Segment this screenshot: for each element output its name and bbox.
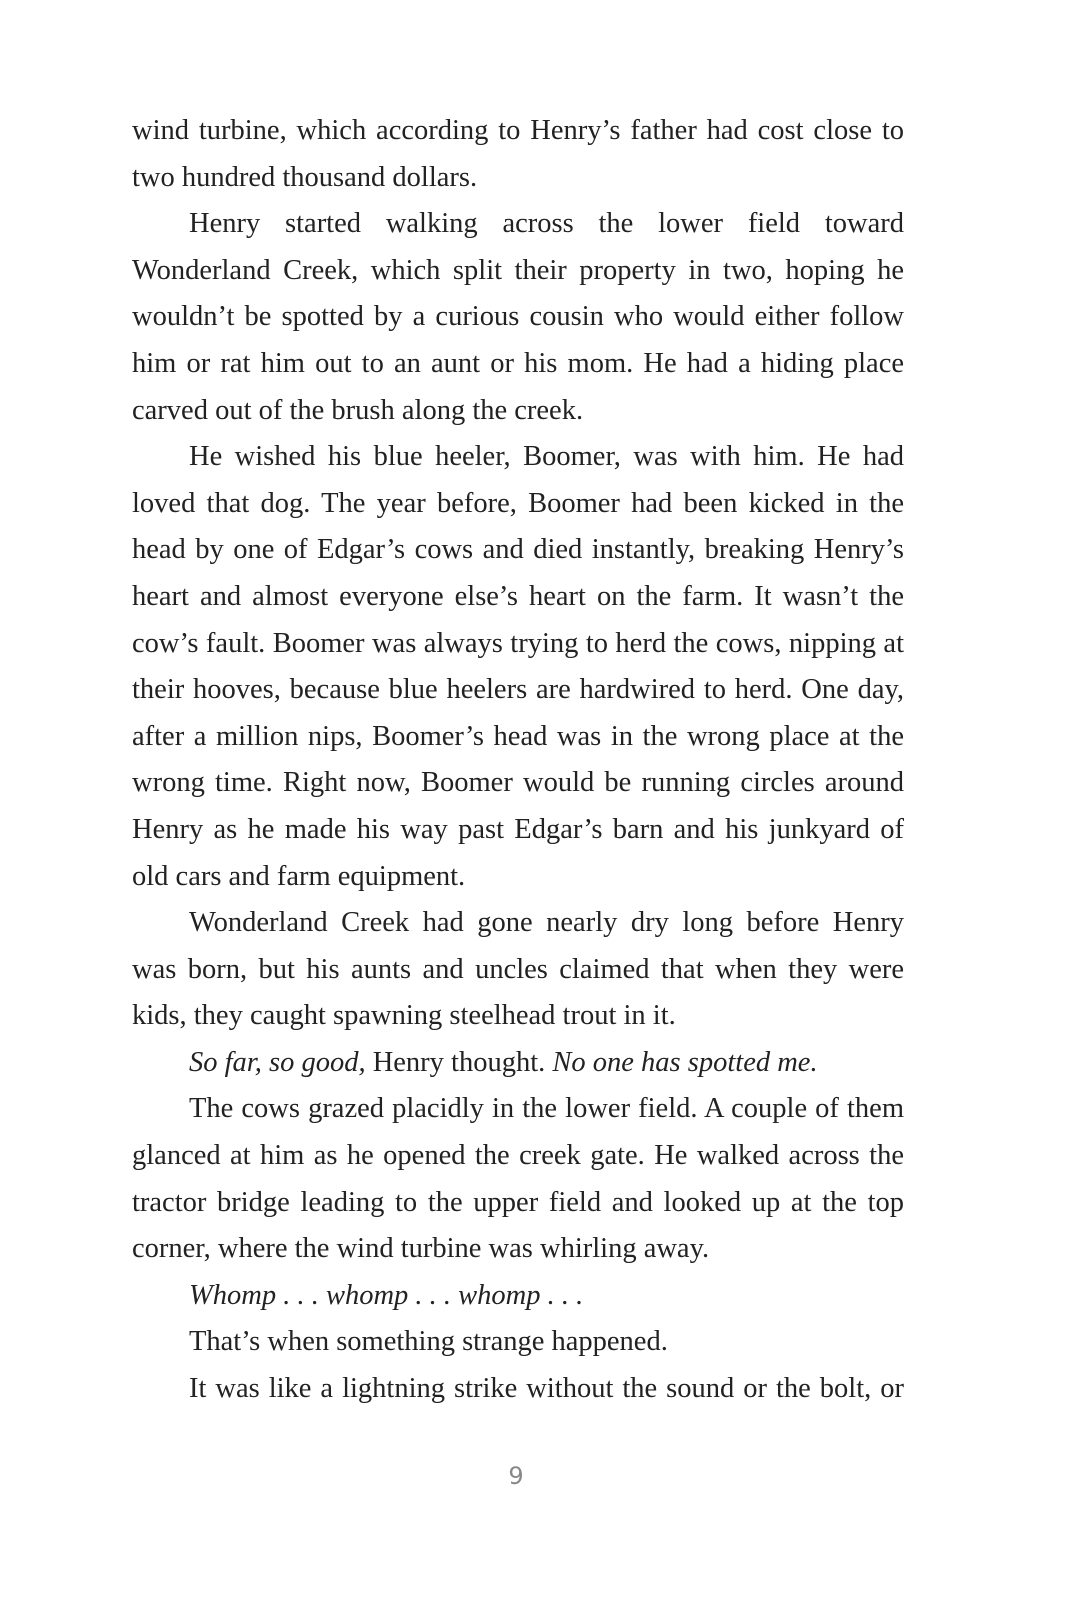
paragraph-walking-to-creek: Henry started walking across the lower field toward Wonderland Creek, which split their property in two, hoping he wouldn’t be spotted by a curious cousin who would either follow him or rat him out to an aunt or his mom. He had a hiding place carved out of the brush along the creek. [132,208,904,426]
thought-no-one: No one has spotted me. [552,1046,818,1078]
paragraph-henry-thought [132,1040,904,1087]
paragraph-wonderland-creek: Wonderland Creek had gone nearly dry long before Henry was born, but his aunts and uncles claimed that when they were kids, they caught spawning steelhead trout in it. [132,907,904,1032]
page-number: 9 [508,1462,525,1490]
thought-attribution: Henry thought. [365,1046,553,1078]
paragraph-cows-grazed: The cows grazed placidly in the lower field. A couple of them glanced at him as he opened the creek gate. He walked across the tractor bridge leading to the upper field and looked up at the top corner, where the wind turbine was whirling away. [132,1093,904,1265]
paragraph-whomp: Whomp . . . whomp . . . whomp . . . [189,1279,584,1311]
paragraph-turbine-cost: wind turbine, which according to Henry’s father had cost close to two hundred thousand dollars. [132,115,904,193]
thought-so-far: So far, so good, [189,1046,366,1078]
paragraph-boomer: He wished his blue heeler, Boomer, was with him. He had loved that dog. The year before, Boomer had been kicked in the head by one of Edgar’s cows and died instantly, breaking Henry’s heart and almost everyone else’s heart on the farm. It wasn’t the cow’s fault. Boomer was always trying to herd the cows, nipping at their hooves, because blue heelers are hardwired to herd. One day, after a million nips, Boomer’s head was in the wrong place at the wrong time. Right now, Boomer would be running circles around Henry as he made his way past Edgar’s barn and his junkyard of old cars and farm equipment. [132,441,904,892]
paragraph-lightning: It was like a lightning strike without the sound or the bolt, or [189,1373,904,1405]
book-page-text [132,108,904,1413]
paragraph-strange-happened: That’s when something strange happened. [189,1326,668,1358]
